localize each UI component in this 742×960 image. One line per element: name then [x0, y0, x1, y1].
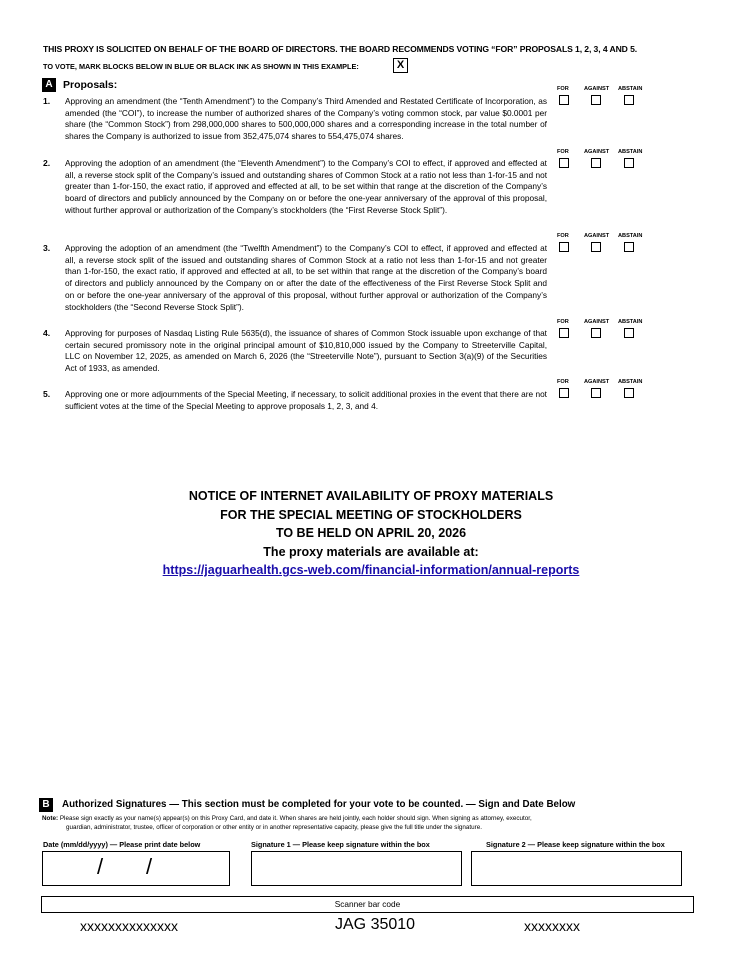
- proposal-3-against-checkbox[interactable]: [591, 242, 601, 252]
- proposal-2-number: 2.: [43, 158, 51, 168]
- abstain-label: ABSTAIN: [618, 86, 643, 92]
- proposal-3-number: 3.: [43, 243, 51, 253]
- date-slash-2: /: [146, 854, 153, 879]
- note-line-1: Please sign exactly as your name(s) appear(s) on this Proxy Card, and date it. When shares are held jointly, each holder should sign. When signing as attorney, executor,: [59, 815, 532, 822]
- proposal-1-against-checkbox[interactable]: [591, 95, 601, 105]
- voting-instruction: TO VOTE, MARK BLOCKS BELOW IN BLUE OR BLACK INK AS SHOWN IN THIS EXAMPLE:: [43, 62, 359, 71]
- proposal-1-text: Approving an amendment (the “Tenth Amendment”) to the Company’s Third Amended and Restated Certificate of Incorporation, as amended (the “COI”), to increase the number of authorized shares of the Company’s voting common stock, par value $0.0001 per share (the “Common Stock”) from 298,000,000 shares to 500,000,000 shares and a corresponding increase in the total number of shares the Company is authorized to issue from 352,475,074 shares to 554,475,074 shares.: [65, 96, 547, 142]
- proposal-3-vote: [555, 233, 645, 252]
- section-a-title: Proposals:: [63, 79, 118, 91]
- proposal-3-abstain-checkbox[interactable]: [624, 242, 634, 252]
- proposal-5-vote: [555, 379, 645, 398]
- signature-2-box[interactable]: [471, 851, 682, 886]
- scanner-label: Scanner bar code: [334, 899, 401, 909]
- proposal-1-for-checkbox[interactable]: [559, 95, 569, 105]
- solicitation-statement: THIS PROXY IS SOLICITED ON BEHALF OF THE BOARD OF DIRECTORS. THE BOARD RECOMMENDS VOTING “FOR” PROPOSALS 1, 2, 3, 4 AND 5.: [43, 44, 638, 54]
- signature-1-box[interactable]: [251, 851, 462, 886]
- proposal-3-for-checkbox[interactable]: [559, 242, 569, 252]
- proposal-5-text: Approving one or more adjournments of the Special Meeting, if necessary, to solicit additional proxies in the event that there are not sufficient votes at the time of the Special Meeting to approve proposals 1, 2, 3, and 4.: [65, 389, 547, 411]
- proposal-4-text: Approving for purposes of Nasdaq Listing Rule 5635(d), the issuance of shares of Common Stock issuable upon exchange of that certain secured promissory note in the original principal amount of $10,810,000 issued by the Company to Streeterville Capital, LLC on November 12, 2025, as amended on March 6, 2026 (the “Streeterville Note”), pursuant to Section 3(a)(9) of the Securities Act of 1933, as amended.: [65, 328, 547, 374]
- section-b-badge: B: [39, 798, 53, 812]
- for-label: FOR: [557, 379, 569, 385]
- proposal-4-number: 4.: [43, 328, 51, 338]
- proposal-1-number: 1.: [43, 96, 51, 106]
- section-a-badge: A: [42, 78, 56, 92]
- proposal-1-vote: [555, 86, 645, 105]
- internet-availability-notice: [0, 487, 742, 580]
- notice-line-3: TO BE HELD ON APRIL 20, 2026: [275, 526, 467, 540]
- proposal-4-for-checkbox[interactable]: [559, 328, 569, 338]
- abstain-label: ABSTAIN: [618, 319, 643, 325]
- abstain-label: ABSTAIN: [618, 233, 643, 239]
- center-code: JAG 35010: [335, 916, 416, 933]
- proposal-5-against-checkbox[interactable]: [591, 388, 601, 398]
- section-b-title: Authorized Signatures — This section must be completed for your vote to be counted. — Sign and Date Below: [62, 799, 576, 810]
- signature-2-label: Signature 2 — Please keep signature within the box: [486, 840, 665, 849]
- notice-line-2: FOR THE SPECIAL MEETING OF STOCKHOLDERS: [220, 507, 522, 522]
- abstain-label: ABSTAIN: [618, 149, 643, 155]
- proposal-2-for-checkbox[interactable]: [559, 158, 569, 168]
- scanner-barcode-area: [41, 896, 694, 913]
- proposal-2-abstain-checkbox[interactable]: [624, 158, 634, 168]
- note-line-2: guardian, administrator, trustee, officer of corporation or other entity or in another representative capacity, please give the full title under the signature.: [66, 823, 482, 831]
- against-label: AGAINST: [584, 379, 610, 385]
- signature-1-label: Signature 1 — Please keep signature within the box: [251, 840, 430, 849]
- proposal-3-text: Approving the adoption of an amendment (the “Twelfth Amendment”) to the Company’s COI to effect, if approved and effected at all, a reverse stock split of the issued and outstanding shares of Common Stock at a ratio not less than 1-for-15 and not greater than 1-for-150, the exact ratio, if approved and effected at all, to be set within that range at the discretion of the Company’s board of directors and publicly announced by the Company on or after the date of the effectiveness of the First Reverse Stock Split and on or before the one-year anniversary of the approval of this proposal, without further approval or authorization of the Company’s stockholders (the “Second Reverse Stock Split”).: [65, 243, 547, 312]
- for-label: FOR: [557, 86, 569, 92]
- proposal-2-text: Approving the adoption of an amendment (the “Eleventh Amendment”) to the Company’s COI to effect, if approved and effected at all, a reverse stock split of the Company’s issued and outstanding shares of Common Stock at a ratio not less than 1-for-15 and not greater than 1-for-150, the exact ratio, if approved and effected at all, to be set within that range at the discretion of the Company’s board of directors and publicly announced by the Company on or before the one-year anniversary of the approval of this proposal, without further approval or authorization of the Company’s stockholders (the “First Reverse Stock Split”).: [65, 158, 547, 215]
- date-field[interactable]: [42, 851, 230, 886]
- proposal-5-for-checkbox[interactable]: [559, 388, 569, 398]
- abstain-label: ABSTAIN: [618, 379, 643, 385]
- against-label: AGAINST: [584, 233, 610, 239]
- proposal-2-against-checkbox[interactable]: [591, 158, 601, 168]
- example-mark-box: X: [393, 58, 408, 73]
- for-label: FOR: [557, 233, 569, 239]
- for-label: FOR: [557, 149, 569, 155]
- signature-note: [42, 815, 702, 832]
- right-code: xxxxxxxx: [524, 918, 580, 934]
- proposal-4-vote: [555, 319, 645, 338]
- date-slash-1: /: [97, 854, 104, 879]
- proposal-5-number: 5.: [43, 389, 51, 399]
- proposal-4-against-checkbox[interactable]: [591, 328, 601, 338]
- against-label: AGAINST: [584, 86, 610, 92]
- proposal-1-abstain-checkbox[interactable]: [624, 95, 634, 105]
- notice-line-1: NOTICE OF INTERNET AVAILABILITY OF PROXY MATERIALS: [188, 489, 554, 503]
- for-label: FOR: [557, 319, 569, 325]
- proposal-4-abstain-checkbox[interactable]: [624, 328, 634, 338]
- against-label: AGAINST: [584, 319, 610, 325]
- note-label: Note:: [42, 815, 59, 822]
- proposal-2-vote: [555, 149, 645, 168]
- left-code: xxxxxxxxxxxxxx: [80, 918, 178, 934]
- notice-line-4: The proxy materials are available at:: [263, 544, 479, 559]
- proxy-materials-link[interactable]: https://jaguarhealth.gcs-web.com/financial-information/annual-reports: [162, 563, 580, 577]
- proposal-5-abstain-checkbox[interactable]: [624, 388, 634, 398]
- date-label: Date (mm/dd/yyyy) — Please print date below: [43, 840, 201, 849]
- against-label: AGAINST: [584, 149, 610, 155]
